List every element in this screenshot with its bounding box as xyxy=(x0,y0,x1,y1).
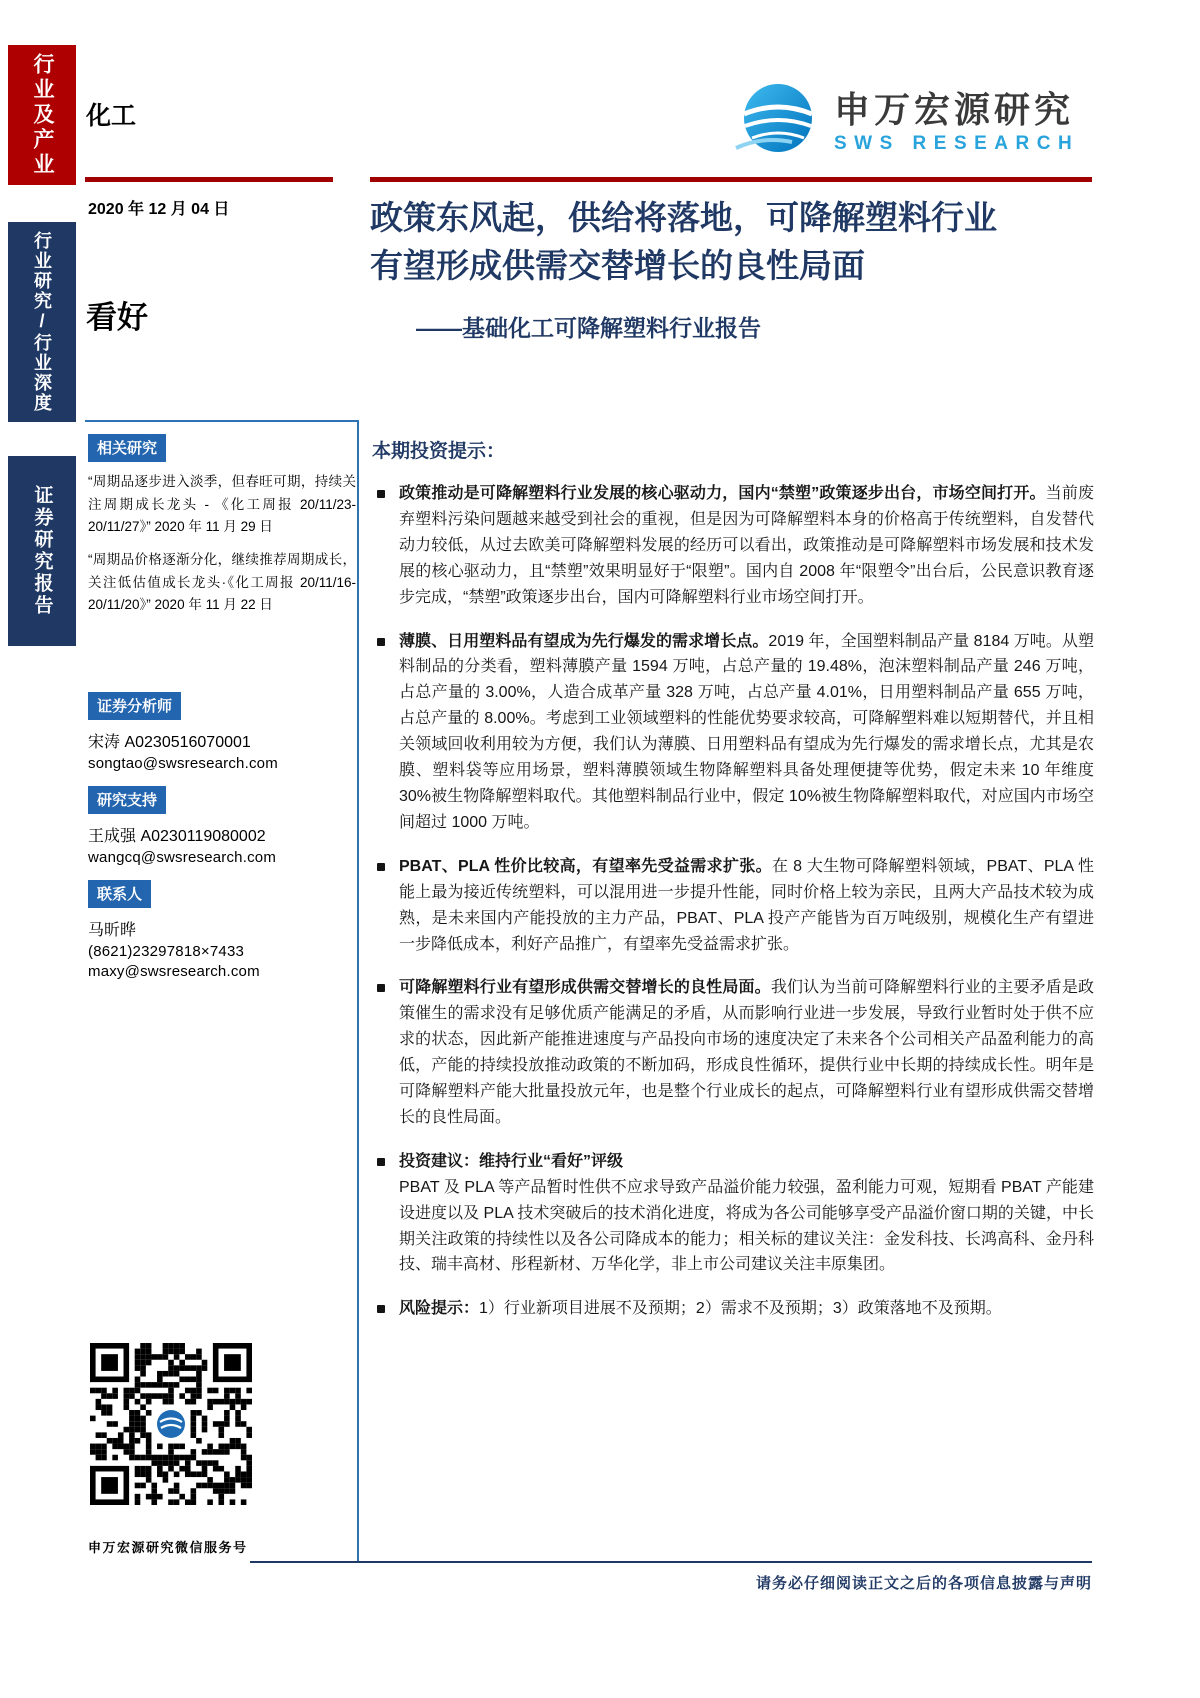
band-research-type-label: 行业研究/行业深度 xyxy=(32,231,52,413)
band-research-type xyxy=(8,222,76,422)
bullet-lead: 投资建议：维持行业“看好”评级 xyxy=(399,1152,624,1170)
report-title xyxy=(370,194,1096,289)
qr-code-image xyxy=(90,1343,252,1505)
report-date: 2020 年 12 月 04 日 xyxy=(88,201,230,218)
bullet-item xyxy=(372,481,1094,611)
related-research-item: “周期品逐步进入淡季，但春旺可期，持续关注周期成长龙头 - 《化工周报 20/11/23-20/11/27》” 2020 年 11 月 29 日 xyxy=(88,474,356,535)
report-title-line2: 有望形成供需交替增长的良性局面 xyxy=(370,246,865,284)
bullet-body: 当前废弃塑料污染问题越来越受到社会的重视，但是因为可降解塑料本身的价格高于传统塑料，自发替代动力较低，从过去欧美可降解塑料发展的经历可以看出，政策推动是可降解塑料市场发展和技术发展的核心驱动力，且“禁塑”效果明显好于“限塑”。国内自 2008 年“限塑令”出台后，公民意识教育逐步完成，“禁塑”政策逐步出台，国内可降解塑料行业市场空间打开。 xyxy=(399,485,1094,606)
bullet-marker-icon xyxy=(377,984,385,992)
related-research-section xyxy=(88,434,356,627)
bullet-body: 在 8 大生物可降解塑料领域，PBAT、PLA 性能上最为接近传统塑料，可以混用进一步提升性能，同时价格上较为亲民，且两大产品技术较为成熟，是未来国内产能投放的主力产品，PBAT、PLA 投产产能皆为百万吨级别，规模化生产有望进一步降低成本，利好产品推广，有望率先受益需求扩张。 xyxy=(399,857,1094,953)
bullet-marker-icon xyxy=(377,490,385,498)
bullet-lead: 可降解塑料行业有望形成供需交替增长的良性局面。 xyxy=(399,979,771,997)
bullet-body: PBAT 及 PLA 等产品暂时性供不应求导致产品溢价能力较强，盈利能力可观，短期看 PBAT 产能建设进度以及 PLA 技术突破后的技术消化进度，将成为各公司能够享受产品溢价窗口期的关键，中长期关注政策的持续性以及各公司降成本的能力；相关标的建议关注：金发科技、长鸿高科、金丹科技、瑞丰高材、彤程新材、万华化学，非上市公司建议关注丰原集团。 xyxy=(399,1178,1094,1274)
bullet-marker-icon xyxy=(377,1305,385,1313)
sws-logo-chinese: 申万宏源研究 xyxy=(834,89,1075,131)
analyst-title: 证券分析师 xyxy=(88,692,181,720)
bullet-text xyxy=(399,629,1094,836)
wechat-qr-code xyxy=(90,1343,252,1505)
sws-logo-english: SWS RESEARCH xyxy=(834,132,1080,154)
analyst-section xyxy=(88,692,358,994)
divider-red-left xyxy=(85,177,333,182)
contact-name: 马昕晔 xyxy=(88,922,137,939)
bullet-lead: 政策推动是可降解塑料行业发展的核心驱动力，国内“禁塑”政策逐步出台，市场空间打开。 xyxy=(399,485,1046,502)
report-subtitle: ——基础化工可降解塑料行业报告 xyxy=(416,315,761,341)
report-title-line1: 政策东风起，供给将落地，可降解塑料行业 xyxy=(370,199,997,236)
bullet-body: 1）行业新项目进展不及预期；2）需求不及预期；3）政策落地不及预期。 xyxy=(479,1300,1002,1318)
bullet-item xyxy=(372,975,1094,1130)
research-support-email: wangcq@swsresearch.com xyxy=(88,849,277,866)
contact-title: 联系人 xyxy=(88,880,151,908)
bullet-item xyxy=(372,1296,1094,1322)
band-report-type-label: 证券研究报告 xyxy=(31,485,53,617)
bullet-marker-icon xyxy=(377,1158,385,1166)
analyst-block xyxy=(88,692,358,772)
sws-globe-icon xyxy=(732,78,820,166)
bullet-text xyxy=(399,854,1094,958)
related-research-title: 相关研究 xyxy=(88,434,166,462)
bullet-item xyxy=(372,854,1094,958)
bullet-text xyxy=(399,975,1094,1130)
footer-divider xyxy=(250,1561,1092,1563)
bullet-marker-icon xyxy=(377,863,385,871)
band-industry-category xyxy=(8,45,76,185)
analyst-email: songtao@swsresearch.com xyxy=(88,755,278,772)
research-support-title: 研究支持 xyxy=(88,786,166,814)
bullet-text xyxy=(399,1149,1094,1279)
industry-name: 化工 xyxy=(86,102,137,130)
contact-email: maxy@swsresearch.com xyxy=(88,963,260,980)
sws-logo xyxy=(732,78,1079,166)
industry-rating: 看好 xyxy=(86,300,148,335)
band-industry-category-label: 行业及产业 xyxy=(31,52,54,178)
research-support-block xyxy=(88,786,358,866)
bullet-marker-icon xyxy=(377,638,385,646)
divider-red-main xyxy=(370,177,1092,182)
contact-phone: (8621)23297818×7433 xyxy=(88,943,245,960)
related-research-item: “周期品价格逐渐分化，继续推荐周期成长，关注低估值成长龙头·《化工周报 20/11/16-20/11/20》” 2020 年 11 月 22 日 xyxy=(88,552,356,613)
research-support-name: 王成强 A0230119080002 xyxy=(88,828,266,845)
footer-disclaimer: 请务必仔细阅读正文之后的各项信息披露与声明 xyxy=(755,1575,1092,1592)
bullet-lead: 风险提示： xyxy=(399,1300,480,1318)
bullet-text xyxy=(399,1296,1094,1322)
qr-caption: 申万宏源研究微信服务号 xyxy=(88,1540,248,1555)
band-report-type xyxy=(8,456,76,646)
bullet-text xyxy=(399,481,1094,611)
divider-blue-horizontal xyxy=(85,420,358,422)
analyst-name: 宋涛 A0230516070001 xyxy=(88,734,251,751)
contact-block xyxy=(88,880,358,980)
bullet-body: 2019 年，全国塑料制品产量 8184 万吨。从塑料制品的分类看，塑料薄膜产量 1594 万吨，占总产量的 19.48%，泡沫塑料制品产量 246 万吨，占总产量的 3.00%，人造合成革产量 328 万吨，占总产量 4.01%，日用塑料制品产量 655 万吨，占总产量的 8.00%。考虑到工业领域塑料的性能优势要求较高，可降解塑料难以短期替代，并且相关领域回收利用较为方便，我们认为薄膜、日用塑料品有望成为先行爆发的需求增长点，尤其是农膜、塑料袋等应用场景，塑料薄膜领域生物降解塑料具备处理便捷等优势，假定未来 10 年维度 30%被生物降解塑料取代。其他塑料制品行业中，假定 10%被生物降解塑料取代，对应国内市场空间超过 1000 万吨。 xyxy=(399,632,1094,831)
bullet-item xyxy=(372,1149,1094,1279)
bullet-lead: PBAT、PLA 性价比较高，有望率先受益需求扩张。 xyxy=(399,857,773,875)
bullet-list xyxy=(372,481,1094,1340)
investment-highlights-title: 本期投资提示： xyxy=(372,441,506,462)
bullet-body: 我们认为当前可降解塑料行业的主要矛盾是政策催生的需求没有足够优质产能满足的矛盾，从而影响行业进一步发展，导致行业暂时处于供不应求的状态，因此新产能推进速度与产品投向市场的速度决定了未来各个公司相关产品盈利能力的高低，产能的持续投放推动政策的不断加码，形成良性循环，提供行业中长期的持续成长性。明年是可降解塑料产能大批量投放元年，也是整个行业成长的起点，可降解塑料行业有望形成供需交替增长的良性局面。 xyxy=(399,979,1094,1126)
bullet-lead: 薄膜、日用塑料品有望成为先行爆发的需求增长点。 xyxy=(399,632,769,650)
bullet-item xyxy=(372,629,1094,836)
sws-logo-text xyxy=(834,89,1079,154)
